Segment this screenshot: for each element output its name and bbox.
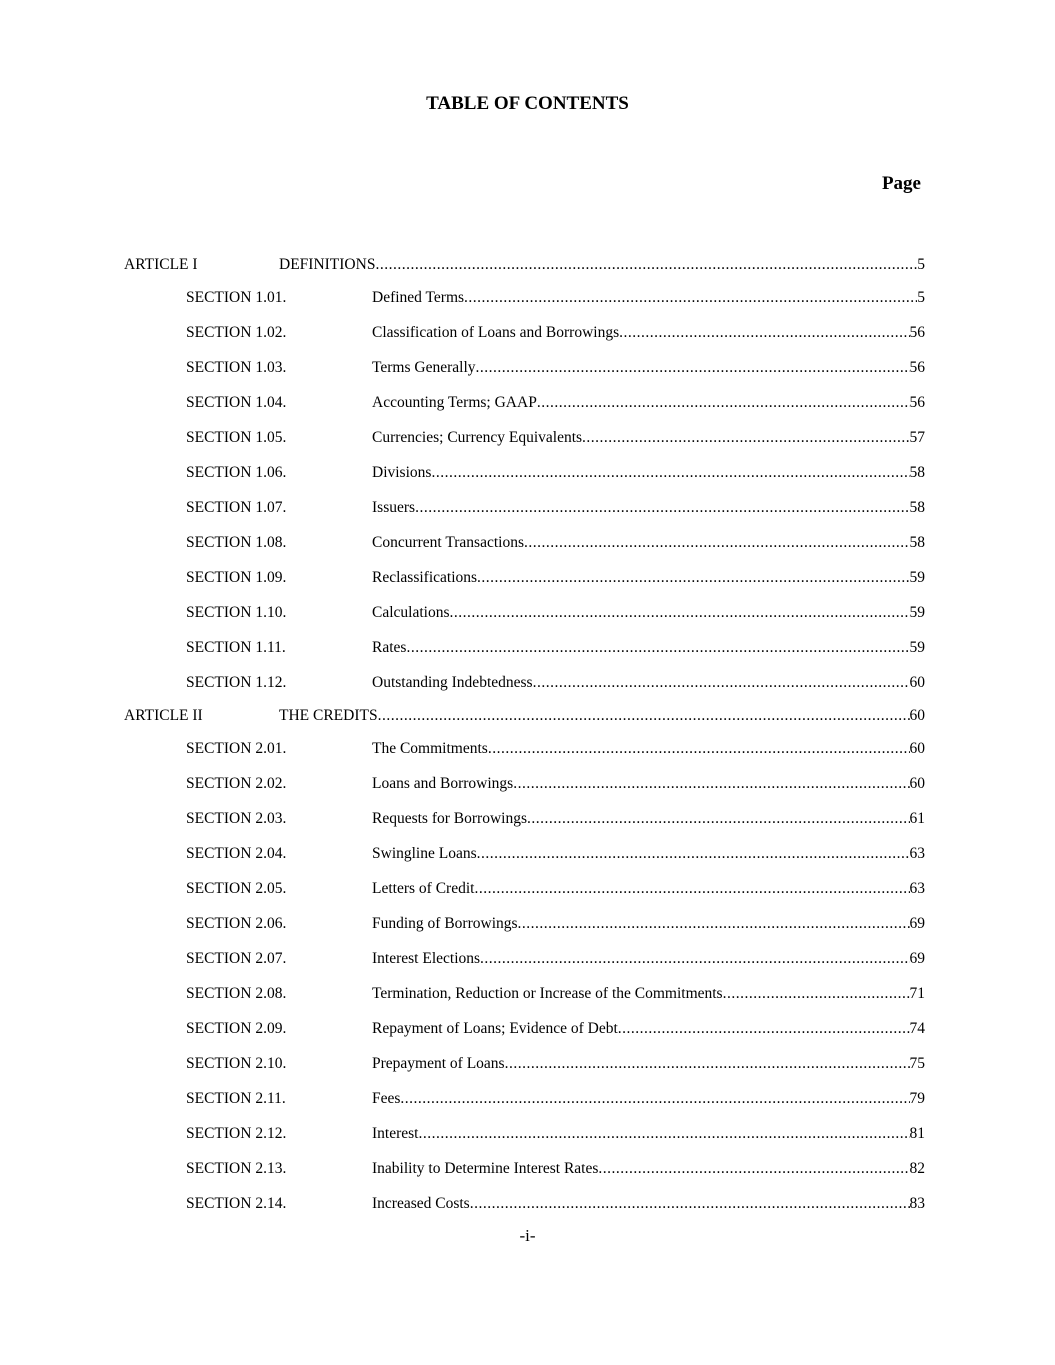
toc-entry-title: Accounting Terms; GAAP [372,393,537,411]
toc-entry-title: Increased Costs [372,1194,470,1212]
toc-section-row[interactable] [124,1081,925,1116]
toc-entry-page: 61 [909,809,925,827]
toc-entry-page: 74 [909,1019,925,1037]
dot-leader [477,569,909,587]
dot-leader [415,499,909,517]
dot-leader [513,775,909,793]
dot-leader [418,1125,909,1143]
toc-entry-page: 60 [909,774,925,792]
toc-entry-label: SECTION 1.10. [186,603,287,621]
toc-entry [372,1090,925,1108]
toc-section-row[interactable] [124,1151,925,1186]
dot-leader [527,810,910,828]
toc-entry-label: SECTION 2.03. [186,809,287,827]
toc-entry-title: Terms Generally [372,358,476,376]
toc-entry-page: 56 [909,393,925,411]
toc-entry-page: 83 [909,1194,925,1212]
toc-entry-page: 75 [909,1054,925,1072]
toc-entry-title: Repayment of Loans; Evidence of Debt [372,1019,618,1037]
toc-entry [372,289,925,307]
toc-entry-label: SECTION 2.01. [186,739,287,757]
toc-entry-title: Classification of Loans and Borrowings [372,323,620,341]
toc-entry-title: Reclassifications [372,568,478,586]
toc-entry [372,915,925,933]
toc-section-row[interactable] [124,731,925,766]
toc-entry [372,1195,925,1213]
toc-entry-title: Interest [372,1124,419,1142]
page-column-heading: Page [881,173,921,194]
dot-leader [406,639,909,657]
dot-leader [477,845,910,863]
dot-leader [480,950,909,968]
toc-entry-title: Currencies; Currency Equivalents [372,428,583,446]
dot-leader [723,985,910,1003]
dot-leader [518,915,910,933]
toc-entry-page: 81 [909,1124,925,1142]
toc-section-row[interactable] [124,801,925,836]
toc-section-row[interactable] [124,1116,925,1151]
dot-leader [378,707,910,725]
toc-section-row[interactable] [124,525,925,560]
toc-section-row[interactable] [124,490,925,525]
toc-entry-label: SECTION 1.01. [186,288,287,306]
toc-section-row[interactable] [124,560,925,595]
toc-section-row[interactable] [124,836,925,871]
toc-entry-page: 58 [909,498,925,516]
toc-entry-page: 69 [909,949,925,967]
toc-section-row[interactable] [124,455,925,490]
toc-entry [372,740,925,758]
toc-entry-page: 59 [909,568,925,586]
toc-entry-label: ARTICLE I [124,255,198,273]
toc-entry-title: DEFINITIONS [279,255,376,273]
toc-entry-page: 5 [917,255,925,273]
toc-entry-title: Divisions [372,463,432,481]
dot-leader [470,1195,910,1213]
toc-entry-label: SECTION 2.14. [186,1194,287,1212]
toc-entry-page: 59 [909,603,925,621]
toc-entry [279,707,925,725]
toc-entry-page: 63 [909,879,925,897]
toc-section-row[interactable] [124,1186,925,1221]
toc-entry-label: SECTION 2.08. [186,984,287,1002]
toc-entry [372,464,925,482]
dot-leader [431,464,909,482]
dot-leader [619,324,909,342]
toc-entry-title: Inability to Determine Interest Rates [372,1159,599,1177]
toc-entry-label: SECTION 2.11. [186,1089,286,1107]
toc-entry [372,1020,925,1038]
toc-entry-title: Issuers [372,498,416,516]
dot-leader [464,289,917,307]
toc-section-row[interactable] [124,1011,925,1046]
dot-leader [400,1090,909,1108]
toc-entry-label: SECTION 1.05. [186,428,287,446]
toc-entry-label: ARTICLE II [124,706,203,724]
toc-entry-page: 71 [909,984,925,1002]
toc-entry-page: 63 [909,844,925,862]
toc-entry [372,775,925,793]
toc-entry [372,985,925,1003]
toc-entry-title: THE CREDITS [279,706,378,724]
toc-title: TABLE OF CONTENTS [426,93,629,114]
toc-entry-label: SECTION 2.13. [186,1159,287,1177]
toc-entry-title: Defined Terms [372,288,465,306]
toc-entry [372,810,925,828]
toc-entry-title: Prepayment of Loans [372,1054,505,1072]
toc-section-row[interactable] [124,630,925,665]
toc-section-row[interactable] [124,315,925,350]
toc-entry-label: SECTION 2.02. [186,774,287,792]
toc-article-row[interactable] [124,249,925,280]
toc-section-row[interactable] [124,906,925,941]
toc-entry-title: Requests for Borrowings [372,809,527,827]
toc-section-row[interactable] [124,420,925,455]
dot-leader [618,1020,910,1038]
toc-entry [372,429,925,447]
toc-entry [279,256,925,274]
toc-section-row[interactable] [124,941,925,976]
toc-section-row[interactable] [124,280,925,315]
toc-entry-label: SECTION 1.06. [186,463,287,481]
toc-entry-title: Interest Elections [372,949,481,967]
toc-entry [372,880,925,898]
toc-entry-label: SECTION 1.09. [186,568,287,586]
dot-leader [505,1055,910,1073]
toc-entry-page: 82 [909,1159,925,1177]
toc-entry-title: Concurrent Transactions [372,533,524,551]
toc-entry-page: 57 [909,428,925,446]
dot-leader [375,256,917,274]
toc-entry-page: 58 [909,463,925,481]
toc-entry [372,639,925,657]
toc-entry-label: SECTION 2.09. [186,1019,287,1037]
toc-entry-title: Outstanding Indebtedness [372,673,533,691]
toc-list [124,249,925,1221]
toc-entry-title: Termination, Reduction or Increase of the Commitments [372,984,723,1002]
toc-entry-page: 56 [909,358,925,376]
toc-entry [372,950,925,968]
dot-leader [582,429,909,447]
toc-section-row[interactable] [124,976,925,1011]
toc-entry [372,394,925,412]
toc-entry-label: SECTION 1.04. [186,393,287,411]
toc-entry-page: 56 [909,323,925,341]
toc-entry-title: Letters of Credit [372,879,475,897]
toc-entry [372,569,925,587]
toc-entry [372,845,925,863]
toc-entry [372,499,925,517]
dot-leader [474,880,909,898]
toc-entry-label: SECTION 1.12. [186,673,287,691]
toc-entry-label: SECTION 2.10. [186,1054,287,1072]
dot-leader [533,674,910,692]
toc-entry-label: SECTION 2.07. [186,949,287,967]
toc-entry [372,534,925,552]
toc-section-row[interactable] [124,1046,925,1081]
dot-leader [476,359,910,377]
toc-article-row[interactable] [124,700,925,731]
toc-entry-page: 59 [909,638,925,656]
dot-leader [450,604,910,622]
dot-leader [537,394,910,412]
toc-section-row[interactable] [124,595,925,630]
toc-section-row[interactable] [124,766,925,801]
toc-entry [372,1055,925,1073]
toc-entry-page: 58 [909,533,925,551]
dot-leader [488,740,910,758]
toc-section-row[interactable] [124,871,925,906]
toc-entry-page: 5 [917,288,925,306]
toc-entry [372,1160,925,1178]
toc-entry-label: SECTION 1.11. [186,638,286,656]
toc-entry-title: Swingline Loans [372,844,477,862]
toc-entry-page: 60 [909,706,925,724]
toc-entry [372,1125,925,1143]
toc-entry-title: The Commitments [372,739,488,757]
toc-entry-title: Fees [372,1089,401,1107]
toc-entry-title: Loans and Borrowings [372,774,514,792]
page-number-footer: -i- [519,1226,536,1245]
toc-entry-label: SECTION 2.05. [186,879,287,897]
toc-section-row[interactable] [124,350,925,385]
dot-leader [598,1160,909,1178]
toc-entry-page: 69 [909,914,925,932]
toc-entry [372,324,925,342]
toc-section-row[interactable] [124,385,925,420]
toc-entry-label: SECTION 2.12. [186,1124,287,1142]
dot-leader [524,534,910,552]
toc-entry-page: 60 [909,673,925,691]
toc-entry-title: Funding of Borrowings [372,914,518,932]
toc-entry-label: SECTION 2.04. [186,844,287,862]
toc-entry-title: Rates [372,638,407,656]
toc-entry-label: SECTION 1.08. [186,533,287,551]
toc-entry [372,604,925,622]
toc-entry-label: SECTION 1.03. [186,358,287,376]
toc-entry [372,674,925,692]
toc-entry-page: 60 [909,739,925,757]
toc-entry-label: SECTION 2.06. [186,914,287,932]
toc-entry-label: SECTION 1.02. [186,323,287,341]
toc-entry-title: Calculations [372,603,450,621]
toc-entry-page: 79 [909,1089,925,1107]
toc-entry-label: SECTION 1.07. [186,498,287,516]
toc-section-row[interactable] [124,665,925,700]
toc-entry [372,359,925,377]
